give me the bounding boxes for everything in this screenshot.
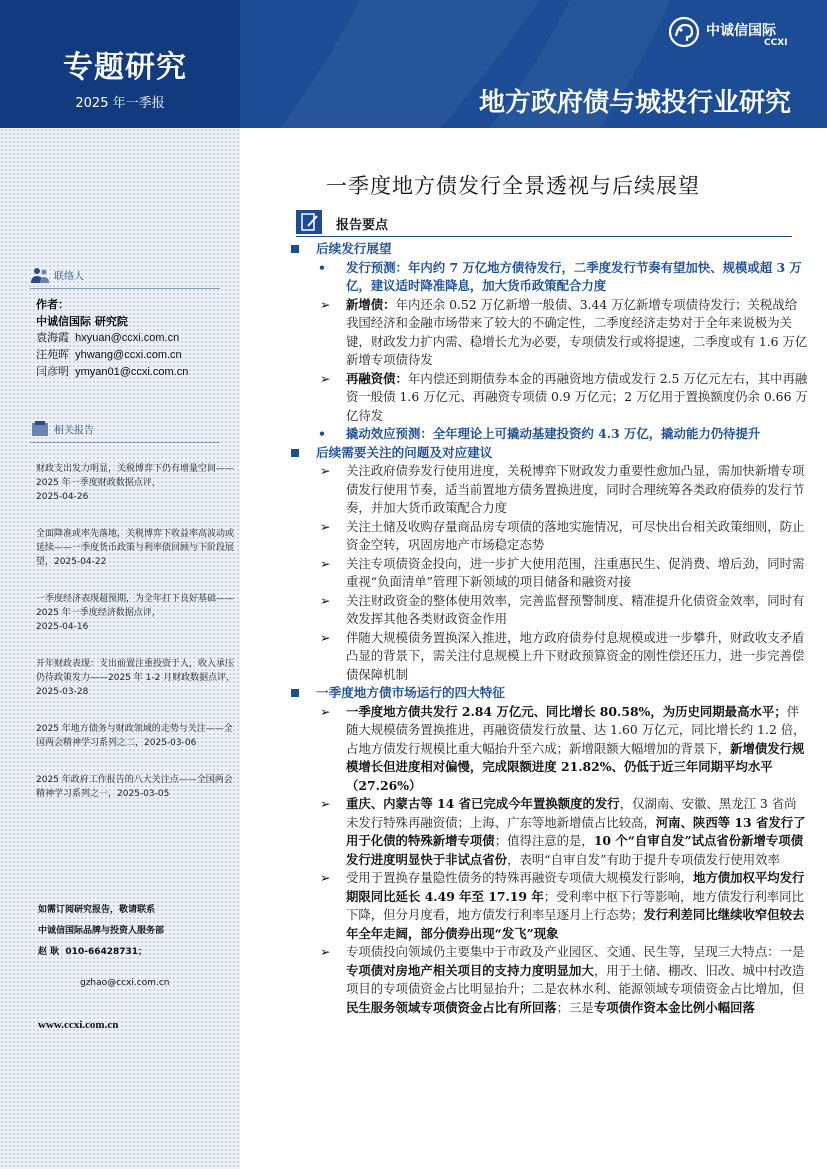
author-list xyxy=(36,296,188,381)
related-report-date: 2025-03-05 xyxy=(117,789,170,799)
bullet-text: 重庆、内蒙古等 14 省已完成今年置换额度的发行 xyxy=(346,796,620,811)
author-email[interactable]: yhwang@ccxi.com.cn xyxy=(75,349,182,361)
related-report-title: 2025 年地方债务与财政领域的走势与关注——全国两会精神学习系列之二， xyxy=(36,724,233,748)
arrow-bullet-icon: ➢ xyxy=(320,703,331,719)
related-report-date: 2025-04-16 xyxy=(36,622,89,632)
related-report-item[interactable] xyxy=(36,462,236,504)
related-report-date: 2025-03-06 xyxy=(144,738,197,748)
bullet-text: 新增债： xyxy=(346,296,396,312)
report-summary-body xyxy=(288,240,808,1017)
bullet-text: 专项债对房地产相关项目的支持力度明显加大 xyxy=(346,962,594,978)
related-section-label xyxy=(30,420,94,438)
subscribe-line: 如需订阅研究报告，敬请联系 xyxy=(38,905,156,915)
bullet-item xyxy=(288,869,808,943)
bullet-text: 再融资债： xyxy=(346,370,408,386)
bullet-item xyxy=(288,943,808,1017)
author-name: 袁海霞 xyxy=(36,332,69,344)
institute-name: 中诚信国际 研究院 xyxy=(36,315,128,328)
related-report-item[interactable] xyxy=(36,722,236,750)
bullet-item xyxy=(288,555,808,592)
bullet-text: 年内还余 0.52 万亿新增一般债、3.44 万亿新增专项债待发行；关税战给我国经济和金融市场带来了较大的不确定性，二季度经济走势对于全年来说极为关键，财政发力扩内需、稳增长尤为必要，专项债发行或将提速，二季度或有 1.6 万亿新增专项债待发 xyxy=(346,296,808,367)
document-icon xyxy=(30,420,50,438)
document-type: 专题研究 xyxy=(63,50,187,85)
related-divider xyxy=(30,442,220,443)
related-label: 相关报告 xyxy=(54,425,94,437)
bullet-item xyxy=(288,795,808,869)
bullet-text: 民生服务领域专项债资金占比有所回落 xyxy=(346,999,557,1015)
bullet-text: 关注土储及收购存量商品房专项债的落地实施情况，可尽快出台相关政策细则，防止资金空转，巩固房地产市场稳定态势 xyxy=(346,518,805,552)
people-icon xyxy=(30,266,50,284)
bullet-text: 关注财政资金的整体使用效率，完善监督预警制度、精准提升化债资金效率，同时有效发挥其他各类财政资金作用 xyxy=(346,592,805,626)
contact-name: 赵 耿 xyxy=(38,947,60,957)
bullet-text: ，用于土储、棚改、旧改、城中村改造项目的专项债资金占比明显抬升；二是农林水利、能源领域专项债资金占比增加，但 xyxy=(346,962,805,996)
related-report-title: 开年财政表现：支出前置注重投资于人，收入承压仍待政策发力——2025 年 1-2 月财政数据点评， xyxy=(36,659,236,683)
contact-section-label xyxy=(30,266,84,284)
related-report-list xyxy=(36,462,236,824)
bullet-item xyxy=(288,592,808,629)
bullet-text: 年内偿还到期债券本金的再融资地方债或发行 2.5 万亿元左右，其中再融资一般债 1.6 万亿元、再融资专项债 0.9 万亿元；2 万亿用于置换额度仍余 0.66 万亿待发 xyxy=(346,370,808,423)
bullet-item xyxy=(288,259,808,296)
authors-label: 作者： xyxy=(36,298,69,311)
related-report-date: 2025-03-28 xyxy=(36,687,89,697)
bullet-dot-icon: • xyxy=(318,259,326,275)
subscribe-dept: 中诚信国际品牌与投资人服务部 xyxy=(38,926,165,936)
related-report-date: 2025-04-26 xyxy=(36,492,89,502)
logo-chinese-name: 中诚信国际 xyxy=(706,23,776,39)
author-email[interactable]: ymyan01@ccxi.com.cn xyxy=(75,366,189,378)
contact-divider xyxy=(30,288,220,289)
bullet-item xyxy=(288,518,808,555)
summary-header xyxy=(296,210,792,237)
bullet-text: 发行利差同比继续收窄但较去年全年走阔，部分债券出现“发飞”现象 xyxy=(346,907,805,941)
bullet-text: 关注专项债资金投向，进一步扩大使用范围，注重惠民生、促消费、增后劲，同时需重视“负面清单”管理下新领域的项目储备和融资对接 xyxy=(346,555,805,589)
arrow-bullet-icon: ➢ xyxy=(320,463,331,478)
contact-phone: 010-66428731； xyxy=(65,947,148,957)
section-heading: 一季度地方债市场运行的四大特征 xyxy=(288,684,808,703)
related-report-date: 2025-04-22 xyxy=(54,557,107,567)
bullet-text: ；受利率中枢下行等影响，地方债发行利率同比下降，但分月度看，地方债发行利率呈逐月上行态势； xyxy=(346,888,804,922)
related-report-item[interactable] xyxy=(36,773,236,801)
author-row xyxy=(36,347,188,364)
summary-label: 报告要点 xyxy=(336,218,389,233)
subscription-info xyxy=(38,900,164,963)
bullet-text: 新增债发行规模增长但进度相对偏慢，完成限额进度 21.82%、仍低于近三年同期平均水平（27.26%） xyxy=(346,740,805,793)
bullet-text: ；值得注意的是， xyxy=(494,833,594,848)
header-left-band xyxy=(0,0,240,128)
bullet-item xyxy=(288,370,808,426)
arrow-bullet-icon: ➢ xyxy=(320,870,331,885)
bullet-dot-icon: • xyxy=(318,426,326,441)
bullet-text: 专项债作资本金比例小幅回落 xyxy=(593,999,755,1015)
bullet-text: 伴随大规模债务置换深入推进，地方政府债券付息规模或进一步攀升，财政收支矛盾凸显的背景下，需关注付息规模上升下财政预算资金的刚性偿还压力，进一步完善偿债保障机制 xyxy=(346,629,805,682)
report-summary-icon xyxy=(296,210,322,234)
arrow-bullet-icon: ➢ xyxy=(320,370,331,386)
bullet-item xyxy=(288,296,808,370)
related-report-item[interactable] xyxy=(36,592,236,634)
bullet-text: 关注政府债券发行使用进度，关税博弈下财政发力重要性愈加凸显，需加快新增专项债发行使用节奏，适当前置地方债务置换进度，同时合理统筹各类政府债券的发行节奏，并加大货币政策配合力度 xyxy=(346,463,805,515)
website-link[interactable]: www.ccxi.com.cn xyxy=(38,1019,119,1031)
author-name: 汪苑晖 xyxy=(36,349,69,361)
related-report-title: 财政支出发力明显，关税博弈下仍有增量空间——2025 年一季度财政数据点评， xyxy=(36,464,235,488)
arrow-bullet-icon: ➢ xyxy=(320,296,331,312)
related-report-title: 全面降准或率先落地，关税博弈下收益率高波动或延续——一季度货币政策与利率债回顾与下阶段展望， xyxy=(36,529,235,567)
logo-english-name: CCXI xyxy=(764,38,788,48)
bullet-text: ，仅湖南、安徽、黑龙江 3 省尚未发行特殊再融资债；上海、广东等地新增债占比较高， xyxy=(346,796,797,830)
related-report-item[interactable] xyxy=(36,657,236,699)
contact-label: 联络人 xyxy=(54,271,84,283)
section-heading: 后续需要关注的问题及对应建议 xyxy=(288,444,808,463)
author-name: 闫彦明 xyxy=(36,366,69,378)
bullet-text: 地方债加权平均发行期限同比延长 4.49 年至 17.19 年 xyxy=(346,870,805,904)
author-email[interactable]: hxyuan@ccxi.com.cn xyxy=(75,332,180,344)
bullet-text: 发行预测：年内约 7 万亿地方债待发行，二季度发行节奏有望加快、规模或超 3 万亿，建议适时降准降息，加大货币政策配合力度 xyxy=(346,259,802,293)
bullet-text: 伴随大规模债务置换推进，再融资债发行放量、达 1.60 万亿元，同比增长约 1.2 倍，占地方债发行规模比重大幅抬升至六成；新增限额大幅增加的背景下， xyxy=(346,703,806,756)
ccxi-logo xyxy=(668,14,818,54)
bullet-item xyxy=(288,425,808,444)
elephant-logo-icon xyxy=(668,16,700,48)
section-heading: 后续发行展望 xyxy=(288,240,808,259)
report-title: 一季度地方债发行全景透视与后续展望 xyxy=(326,174,700,198)
arrow-bullet-icon: ➢ xyxy=(320,518,331,534)
bullet-text: 专项债投向领域仍主要集中于市政及产业园区、交通、民生等，呈现三大特点：一是 xyxy=(346,944,805,959)
arrow-bullet-icon: ➢ xyxy=(320,629,331,645)
bullet-text: ，表明“自审自发”有助于提升专项债发行使用效率 xyxy=(507,851,780,867)
bullet-text: ；三是 xyxy=(556,999,594,1015)
related-report-title: 一季度经济表现超预期，为全年打下良好基础——2025 年一季度经济数据点评， xyxy=(36,594,235,618)
report-header xyxy=(0,0,827,128)
arrow-bullet-icon: ➢ xyxy=(320,944,331,959)
author-row xyxy=(36,364,188,381)
author-row xyxy=(36,330,188,347)
bullet-item xyxy=(288,703,808,796)
bullet-text: 撬动效应预测：全年理论上可撬动基建投资约 4.3 万亿，撬动能力仍待提升 xyxy=(346,426,761,441)
related-report-item[interactable] xyxy=(36,527,236,569)
arrow-bullet-icon: ➢ xyxy=(320,555,331,571)
contact-row xyxy=(38,942,164,963)
bullet-text: 10 个“自审自发”试点省份新增专项债发行进度明显快于非试点省份 xyxy=(346,833,804,867)
bullet-text: 一季度地方债共发行 2.84 万亿元、同比增长 80.58%，为历史同期最高水平； xyxy=(346,703,787,719)
bullet-text: 河南、陕西等 13 省发行了用于化债的特殊新增专项债 xyxy=(346,814,806,848)
related-report-title: 2025 年政府工作报告的八大关注点——全国两会精神学习系列之一， xyxy=(36,775,233,799)
contact-email[interactable]: gzhao@ccxi.com.cn xyxy=(80,978,170,988)
arrow-bullet-icon: ➢ xyxy=(320,796,331,811)
arrow-bullet-icon: ➢ xyxy=(320,592,331,608)
report-period: 2025 年一季报 xyxy=(75,96,165,111)
bullet-text: 受用于置换存量隐性债务的特殊再融资专项债大规模发行影响， xyxy=(346,870,693,885)
bullet-item xyxy=(288,629,808,685)
industry-title: 地方政府债与城投行业研究 xyxy=(478,88,791,118)
bullet-item xyxy=(288,462,808,518)
